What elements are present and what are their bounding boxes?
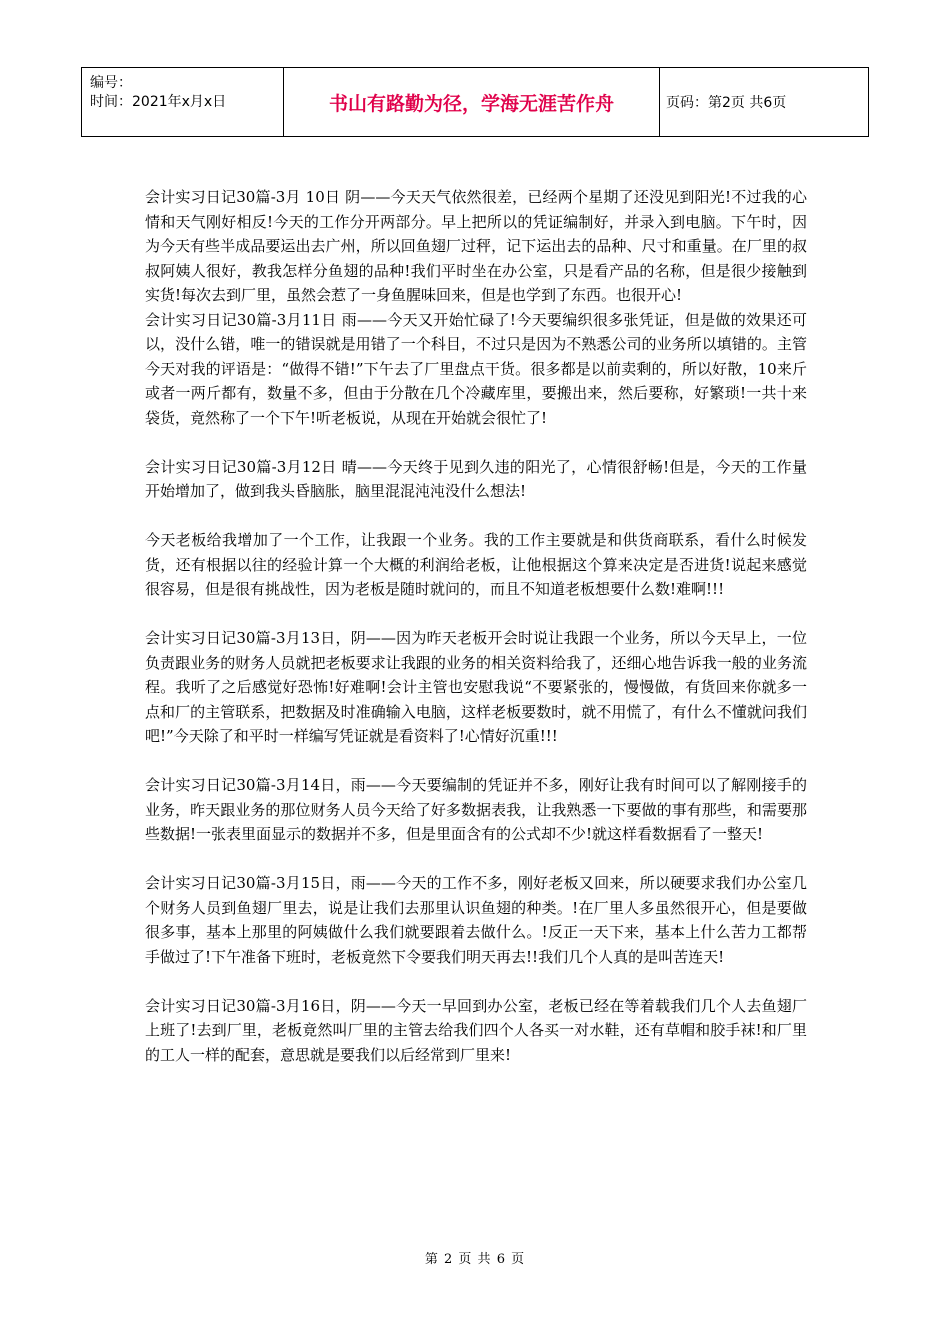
document-number-label: 编号： <box>90 75 132 91</box>
diary-paragraph-1: 会计实习日记30篇-3月 10日 阴——今天天气依然很差，已经两个星期了还没见到阳光!不过我的心情和天气刚好相反!今天的工作分开两部分。早上把所以的凭证编制好，并录入到电脑。下午时，因为今天有些半成品要运出去广州，所以回鱼翅厂过秤，记下运出去的品种、尺寸和重量。在厂里的叔叔阿姨人很好，教我怎样分鱼翅的品种!我们平时坐在办公室，只是看产品的名称，但是很少接触到实货!每次去到厂里，虽然会惹了一身鱼腥味回来，但是也学到了东西。也很开心! <box>145 188 807 304</box>
diary-paragraph-2: 会计实习日记30篇-3月11日 雨——今天又开始忙碌了!今天要编织很多张凭证，但是做的效果还可以，没什么错，唯一的错误就是用错了一个科目，不过只是因为不熟悉公司的业务所以填错的。主管今天对我的评语是：“做得不错!”下午去了厂里盘点干货。很多都是以前卖剩的，所以好散，10来斤或者一两斤都有，数量不多，但由于分散在几个冷藏库里，要搬出来，然后要称，好繁琐!一共十来袋货，竟然称了一个下午!听老板说，从现在开始就会很忙了! <box>145 310 807 427</box>
header-meta-cell <box>82 68 284 136</box>
header-page-info: 页码：第2页 共6页 <box>666 95 787 111</box>
header-motto: 书山有路勤为径，学海无涯苦作舟 <box>284 68 660 136</box>
diary-paragraph-5: 会计实习日记30篇-3月13日，阴——因为昨天老板开会时说让我跟一个业务，所以今天早上，一位负责跟业务的财务人员就把老板要求让我跟的业务的相关资料给我了，还细心地告诉我一般的业务流程。我听了之后感觉好恐怖!好难啊!会计主管也安慰我说“不要紧张的，慢慢做，有货回来你就多一点和厂的主管联系，把数据及时准确输入电脑，这样老板要数时，就不用慌了，有什么不懂就问我们吧!”今天除了和平时一样编写凭证就是看资料了!心情好沉重!!! <box>145 629 807 745</box>
diary-paragraph-4: 今天老板给我增加了一个工作，让我跟一个业务。我的工作主要就是和供货商联系，看什么时候发货，还有根据以往的经验计算一个大概的利润给老板，让他根据这个算来决定是否进货!说起来感觉很容易，但是很有挑战性，因为老板是随时就问的，而且不知道老板想要什么数!难啊!!! <box>145 531 807 598</box>
document-time-label: 时间：2021年x月x日 <box>90 94 227 110</box>
diary-paragraph-6: 会计实习日记30篇-3月14日，雨——今天要编制的凭证并不多，刚好让我有时间可以了解刚接手的业务，昨天跟业务的那位财务人员今天给了好多数据表我，让我熟悉一下要做的事有那些，和需要那些数据!一张表里面显示的数据并不多，但是里面含有的公式却不少!就这样看数据看了一整天! <box>145 776 807 843</box>
diary-paragraph-3: 会计实习日记30篇-3月12日 晴——今天终于见到久违的阳光了，心情很舒畅!但是，今天的工作量开始增加了，做到我头昏脑胀，脑里混混沌沌没什么想法! <box>145 457 807 500</box>
diary-content <box>145 185 807 1067</box>
diary-paragraph-7: 会计实习日记30篇-3月15日，雨——今天的工作不多，刚好老板又回来，所以硬要求我们办公室几个财务人员到鱼翅厂里去，说是让我们去那里认识鱼翅的种类。!在厂里人多虽然很开心，但是要做很多事，基本上那里的阿姨做什么我们就要跟着去做什么。!反正一天下来，基本上什么苦力工都帮手做过了!下午准备下班时，老板竟然下令要我们明天再去!!我们几个人真的是叫苦连天! <box>145 874 807 966</box>
diary-paragraph-8: 会计实习日记30篇-3月16日，阴——今天一早回到办公室，老板已经在等着载我们几个人去鱼翅厂上班了!去到厂里，老板竟然叫厂里的主管去给我们四个人各买一对水鞋，还有草帽和胶手袜!和厂里的工人一样的配套，意思就是要我们以后经常到厂里来! <box>145 996 807 1064</box>
page-header-table <box>81 67 869 137</box>
page-footer: 第 2 页 共 6 页 <box>424 1252 526 1267</box>
